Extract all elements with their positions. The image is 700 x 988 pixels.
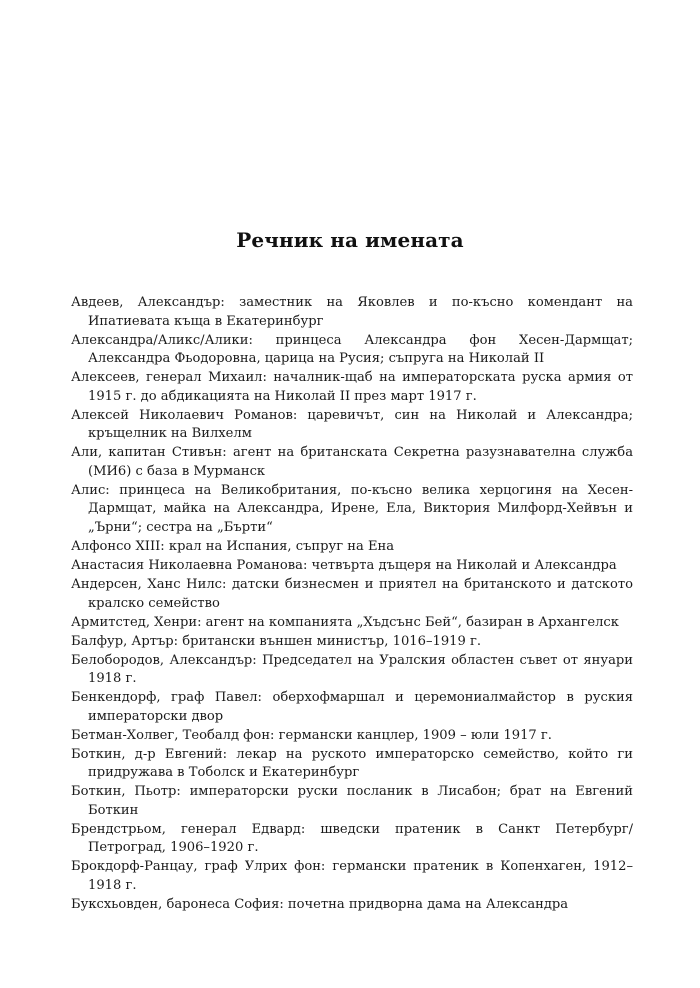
glossary-entry: Алексеев, генерал Михаил: началник-щаб на императорската руска армия от 1915 г. до абдикацията на Николай II през март 1917 г. <box>71 370 633 404</box>
page-title: Речник на имената <box>236 228 464 252</box>
glossary-entry: Александра/Аликс/Алики: принцеса Александра фон Хесен-Дармщат; Александра Фьодоровна, царица на Русия; съпруга на Николай II <box>71 332 633 367</box>
glossary-entry: Алфонсо XIII: крал на Испания, съпруг на Ена <box>71 539 395 555</box>
glossary-entry: Армитстед, Хенри: агент на компанията „Хъдсънс Бей“, базиран в Архангелск <box>71 614 619 630</box>
glossary-entry: Авдеев, Александър: заместник на Яковлев и по-късно комендант на Ипатиевата къща в Екатеринбург <box>71 295 633 329</box>
glossary-entry: Брокдорф-Ранцау, граф Улрих фон: германски пратеник в Копенхаген, 1912–1918 г. <box>71 859 633 894</box>
glossary-entry: Алис: принцеса на Великобритания, по-късно велика херцогиня на Хесен-Дармщат, майка на Александра, Ирене, Ела, Виктория Милфорд-Хейвън и „Ърни“; сестра на „Бърти“ <box>71 482 633 536</box>
glossary-list <box>71 294 633 915</box>
glossary-entry: Белобородов, Александър: Председател на Уралския областен съвет от януари 1918 г. <box>71 652 633 687</box>
glossary-entry: Анастасия Николаевна Романова: четвърта дъщеря на Николай и Александра <box>71 558 617 574</box>
glossary-entry: Андерсен, Ханс Нилс: датски бизнесмен и приятел на британското и датското кралско семейство <box>71 577 633 611</box>
glossary-entry: Алексей Николаевич Романов: царевичът, син на Николай и Александра; кръщелник на Вилхелм <box>71 407 633 442</box>
glossary-entry: Балфур, Артър: британски външен министър, 1016–1919 г. <box>71 633 482 649</box>
glossary-entry: Боткин, д-р Евгений: лекар на руското императорско семейство, който ги придружава в Тоболск и Екатеринбург <box>71 746 633 781</box>
glossary-entry: Бетман-Холвег, Теобалд фон: германски канцлер, 1909 – юли 1917 г. <box>71 727 552 743</box>
glossary-entry: Брендстрьом, генерал Едвард: шведски пратеник в Санкт Петербург/Петроград, 1906–1920 г. <box>71 821 633 856</box>
glossary-entry: Буксхьовден, баронеса София: почетна придворна дама на Александра <box>71 897 569 913</box>
glossary-entry: Али, капитан Стивън: агент на британската Секретна разузнавателна служба (МИ6) с база в Мурманск <box>71 445 633 479</box>
glossary-entry: Бенкендорф, граф Павел: оберхофмаршал и церемониалмайстор в руския императорски двор <box>71 690 633 724</box>
glossary-entry: Боткин, Пьотр: императорски руски посланик в Лисабон; брат на Евгений Боткин <box>71 784 633 818</box>
